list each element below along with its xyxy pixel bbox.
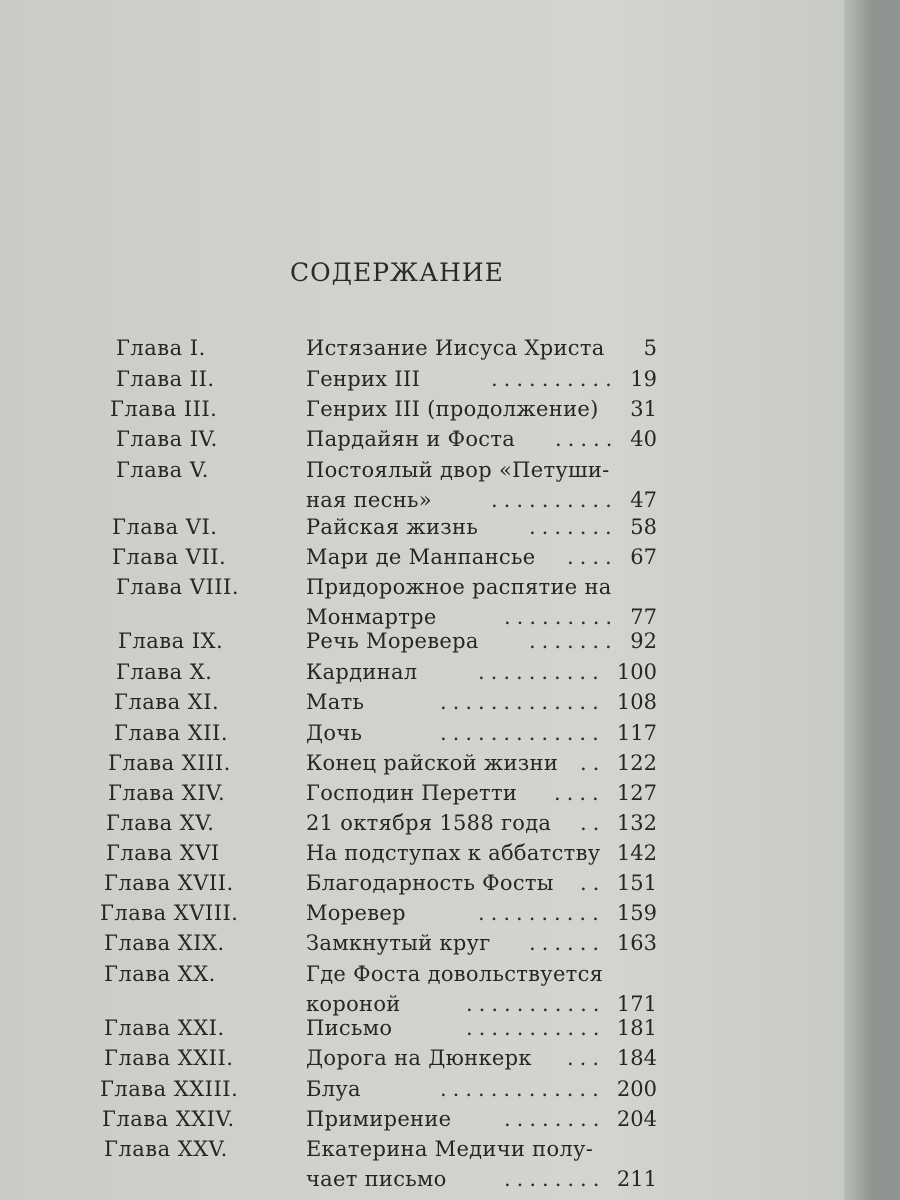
chapter-number: Глава XV. [106, 811, 215, 835]
page-number: 132 [616, 811, 657, 835]
chapter-number: Глава VIII. [116, 575, 240, 599]
page-number: 204 [616, 1107, 657, 1131]
toc-entry [0, 515, 872, 545]
page-number: 211 [616, 1167, 657, 1191]
dot-leader: ........ [504, 1107, 606, 1131]
page-number: 184 [616, 1046, 657, 1070]
chapter-title: Мать [306, 690, 365, 714]
toc-entry [0, 841, 872, 871]
chapter-title: 21 октября 1588 года [306, 811, 552, 835]
toc-entry [0, 721, 872, 751]
page-number: 19 [630, 367, 657, 391]
toc-entry [0, 336, 872, 366]
chapter-title: Генрих III (продолжение) [306, 397, 599, 421]
page-number: 5 [643, 336, 657, 360]
toc-entry [0, 1016, 872, 1046]
chapter-number: Глава XVIII. [100, 901, 239, 925]
chapter-title-continuation: ная песнь» [306, 488, 432, 512]
chapter-title: Райская жизнь [306, 515, 479, 539]
dot-leader: .. [580, 751, 606, 775]
page-number: 127 [616, 781, 657, 805]
dot-leader: ....... [529, 515, 618, 539]
page-number: 40 [630, 427, 657, 451]
chapter-title: Дочь [306, 721, 363, 745]
toc-entry [0, 1046, 872, 1076]
toc-entry [0, 458, 872, 512]
chapter-number: Глава VI. [112, 515, 218, 539]
toc-entry [0, 367, 872, 397]
chapter-number: Глава XIV. [108, 781, 226, 805]
toc-entry [0, 397, 872, 427]
dot-leader: .. [580, 811, 606, 835]
toc-entry [0, 629, 872, 659]
chapter-title: Примирение [306, 1107, 452, 1131]
dot-leader: ............. [440, 721, 605, 745]
chapter-number: Глава XXI. [104, 1016, 225, 1040]
page-number: 92 [630, 629, 657, 653]
dot-leader: .. [580, 871, 606, 895]
dot-leader: ............. [440, 1077, 605, 1101]
chapter-title: Письмо [306, 1016, 393, 1040]
toc-entry [0, 690, 872, 720]
dot-leader: ..... [555, 427, 619, 451]
dot-leader: .... [567, 545, 618, 569]
dot-leader: ......... [504, 605, 619, 629]
chapter-title: Замкнутый круг [306, 931, 491, 955]
chapter-title: Генрих III [306, 367, 421, 391]
chapter-title: Речь Моревера [306, 629, 479, 653]
toc-entry [0, 962, 872, 1016]
chapter-number: Глава II. [116, 367, 215, 391]
toc-entry [0, 751, 872, 781]
chapter-number: Глава VII. [112, 545, 227, 569]
chapter-number: Глава XVII. [104, 871, 234, 895]
chapter-title: На подступах к аббатству [306, 841, 601, 865]
chapter-title: Конец райской жизни [306, 751, 559, 775]
dot-leader: ........... [466, 1016, 606, 1040]
chapter-title: Моревер [306, 901, 406, 925]
page-number: 163 [616, 931, 657, 955]
chapter-title: Господин Перетти [306, 781, 518, 805]
chapter-title: Кардинал [306, 660, 418, 684]
chapter-number: Глава XII. [114, 721, 228, 745]
dot-leader: .......... [491, 488, 618, 512]
chapter-title: Дорога на Дюнкерк [306, 1046, 532, 1070]
toc-entry [0, 1077, 872, 1107]
page-number: 122 [616, 751, 657, 775]
toc-entry [0, 1137, 872, 1191]
dot-leader: .......... [478, 901, 605, 925]
chapter-number: Глава IX. [118, 629, 224, 653]
chapter-number: Глава XXIV. [102, 1107, 235, 1131]
chapter-number: Глава XVI [106, 841, 220, 865]
page-number: 100 [616, 660, 657, 684]
chapter-title: Пардайян и Фоста [306, 427, 516, 451]
dot-leader: ........ [504, 1167, 606, 1191]
dot-leader: ... [567, 1046, 606, 1070]
toc-entry [0, 931, 872, 961]
chapter-number: Глава XX. [104, 962, 216, 986]
toc-entry [0, 1107, 872, 1137]
chapter-title: Екатерина Медичи полу- [306, 1137, 594, 1161]
dot-leader: ...... [529, 931, 606, 955]
toc-entry [0, 575, 872, 629]
chapter-number: Глава I. [116, 336, 206, 360]
dot-leader: ............. [440, 690, 605, 714]
chapter-title: Благодарность Фосты [306, 871, 554, 895]
dot-leader: .......... [478, 660, 605, 684]
chapter-number: Глава XXV. [104, 1137, 228, 1161]
page-number: 171 [616, 992, 657, 1016]
chapter-number: Глава XIX. [104, 931, 225, 955]
chapter-title: Блуа [306, 1077, 361, 1101]
toc-entry [0, 427, 872, 457]
toc-entry [0, 871, 872, 901]
chapter-number: Глава XXII. [104, 1046, 234, 1070]
chapter-title-continuation: короной [306, 992, 401, 1016]
chapter-number: Глава XI. [114, 690, 220, 714]
chapter-title: Мари де Манпансье [306, 545, 536, 569]
page-number: 77 [630, 605, 657, 629]
chapter-title: Истязание Иисуса Христа [306, 336, 605, 360]
page-number: 159 [616, 901, 657, 925]
dot-leader: .... [554, 781, 605, 805]
page-number: 200 [616, 1077, 657, 1101]
page-number: 142 [616, 841, 657, 865]
chapter-number: Глава X. [116, 660, 213, 684]
toc-entry [0, 901, 872, 931]
chapter-number: Глава XXIII. [100, 1077, 239, 1101]
chapter-title: Где Фоста довольствуется [306, 962, 604, 986]
page-number: 58 [630, 515, 657, 539]
page-number: 47 [630, 488, 657, 512]
dot-leader: ........... [466, 992, 606, 1016]
page-number: 181 [616, 1016, 657, 1040]
contents-heading: СОДЕРЖАНИЕ [290, 258, 504, 287]
chapter-number: Глава III. [110, 397, 218, 421]
chapter-title-continuation: чает письмо [306, 1167, 447, 1191]
chapter-title: Придорожное распятие на [306, 575, 612, 599]
page-number: 67 [630, 545, 657, 569]
chapter-title-continuation: Монмартре [306, 605, 437, 629]
toc-entry [0, 811, 872, 841]
chapter-number: Глава V. [116, 458, 209, 482]
page-number: 151 [616, 871, 657, 895]
page-number: 117 [616, 721, 657, 745]
chapter-number: Глава XIII. [108, 751, 231, 775]
dot-leader: ....... [529, 629, 618, 653]
page-number: 31 [630, 397, 657, 421]
chapter-number: Глава IV. [116, 427, 218, 451]
chapter-title: Постоялый двор «Петуши- [306, 458, 610, 482]
toc-entry [0, 781, 872, 811]
page-number: 108 [616, 690, 657, 714]
toc-entry [0, 660, 872, 690]
dot-leader: .......... [491, 367, 618, 391]
toc-entry [0, 545, 872, 575]
